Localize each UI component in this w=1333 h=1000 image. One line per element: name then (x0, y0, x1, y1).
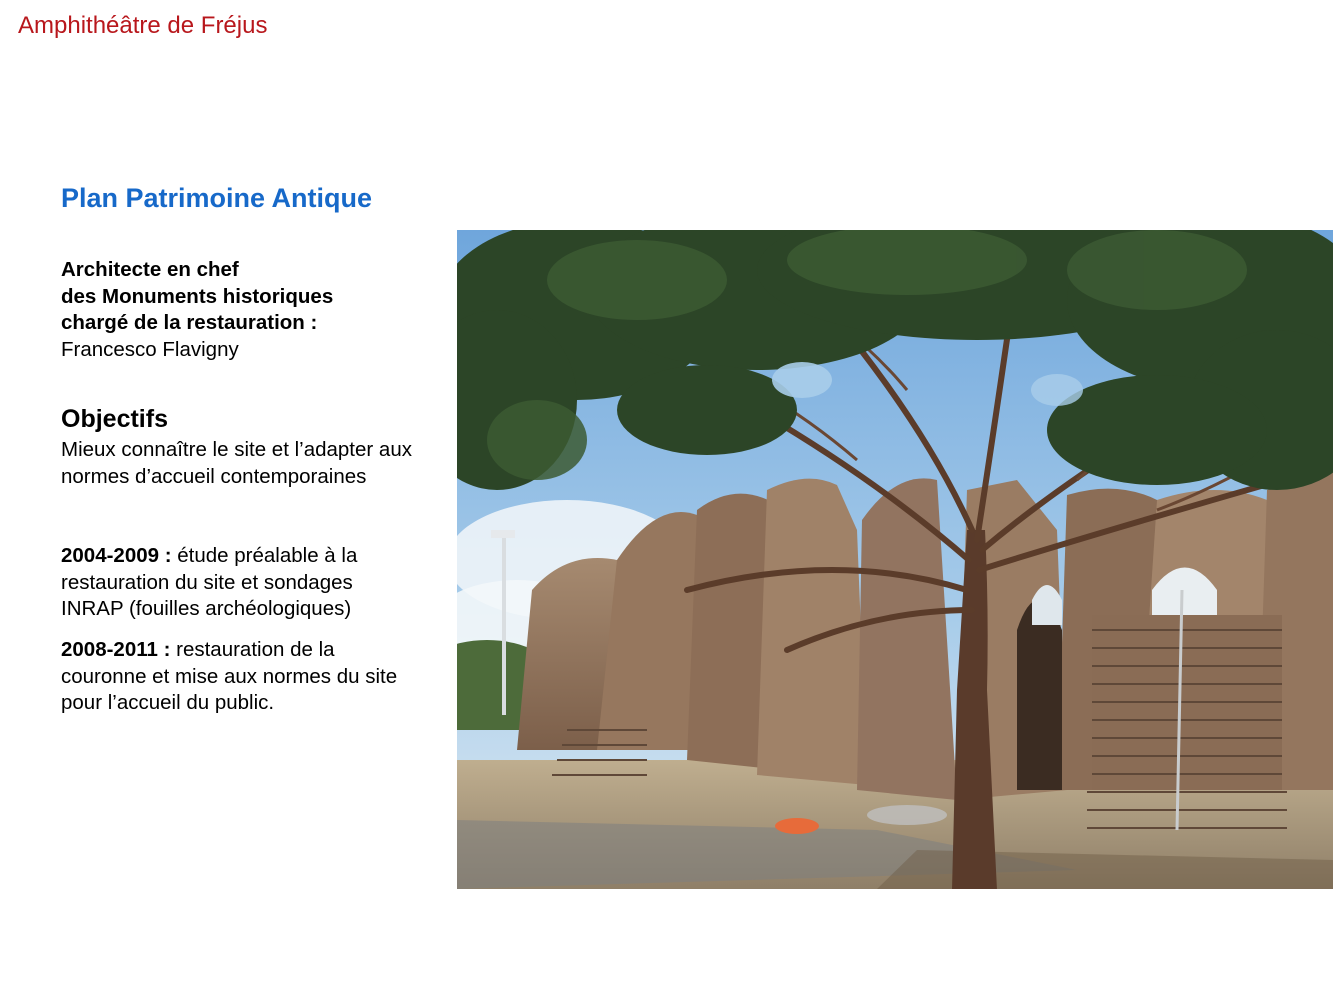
objectifs-line: normes d’accueil contemporaines (61, 464, 367, 488)
timeline-line: INRAP (fouilles archéologiques) (61, 597, 352, 620)
timeline-years: 2008-2011 : (61, 638, 171, 661)
timeline-line (61, 637, 397, 664)
amphitheatre-photo (457, 230, 1333, 889)
timeline-entry (61, 543, 357, 623)
timeline-line: pour l’accueil du public. (61, 691, 275, 714)
objectifs-line: Mieux connaître le site et l’adapter aux (61, 438, 412, 461)
section-heading: Plan Patrimoine Antique (61, 183, 373, 213)
objectifs-text (61, 437, 412, 490)
objectifs-title: Objectifs (61, 405, 168, 433)
architect-role-line: des Monuments historiques (61, 284, 334, 308)
timeline-years: 2004-2009 : (61, 544, 172, 567)
timeline-entry (61, 637, 397, 717)
timeline-text: étude préalable à la (171, 544, 358, 567)
timeline-line: restauration du site et sondages (61, 570, 353, 594)
timeline-line: couronne et mise aux normes du site (61, 664, 398, 688)
architect-block (61, 257, 333, 363)
timeline-line (61, 543, 357, 570)
architect-name: Francesco Flavigny (61, 337, 239, 361)
architect-role-line: chargé de la restauration : (61, 311, 318, 334)
architect-role-line: Architecte en chef (61, 258, 239, 281)
timeline-text: restauration de la (170, 638, 335, 661)
slide-title: Amphithéâtre de Fréjus (18, 12, 268, 39)
